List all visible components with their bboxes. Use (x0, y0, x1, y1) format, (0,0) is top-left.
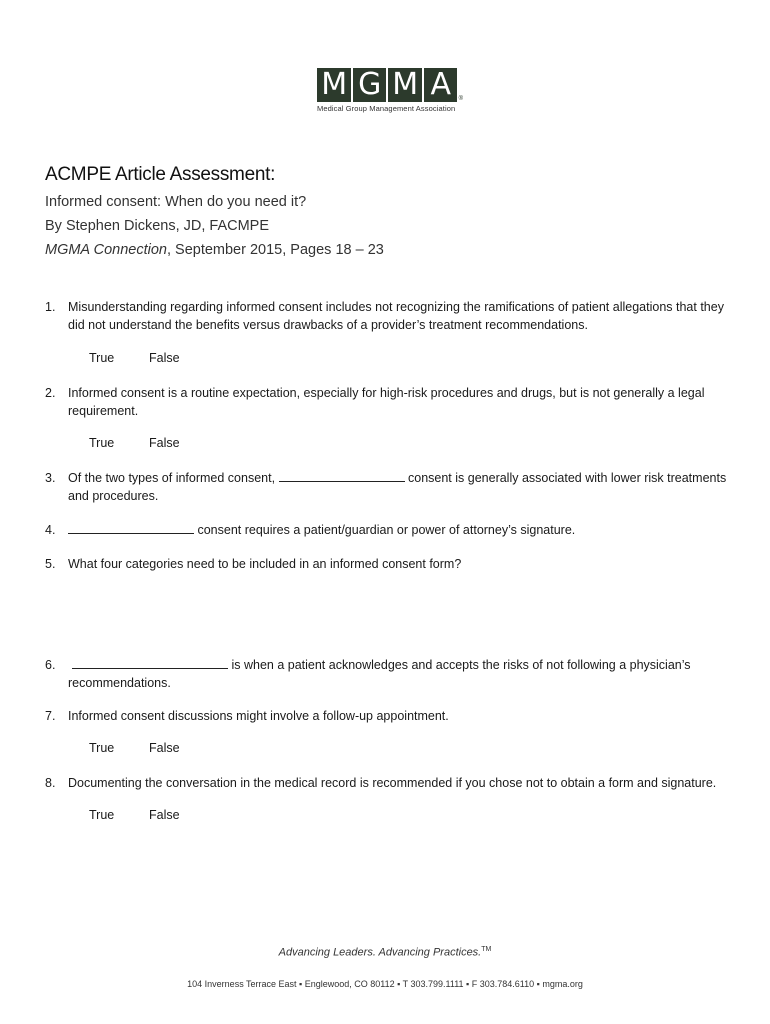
question-2 (45, 384, 735, 420)
logo-subtitle: Medical Group Management Association (317, 104, 456, 113)
option-true[interactable]: True (89, 436, 115, 450)
question-6 (45, 656, 735, 692)
option-false[interactable]: False (149, 436, 180, 450)
question-text: Informed consent is a routine expectation, especially for high-risk procedures and drugs, but is not generally a legal requirement. (68, 386, 705, 418)
publication-line (45, 238, 735, 262)
true-false-options-1 (89, 351, 180, 365)
fill-in-blank[interactable] (68, 521, 194, 534)
question-text-after: is when a patient acknowledges and accepts the risks of not following a physician’s recommendations. (68, 658, 691, 690)
true-false-options-8 (89, 808, 180, 822)
article-title: Informed consent: When do you need it? (45, 194, 307, 210)
question-number: 5. (45, 557, 56, 571)
logo-letter-g: G (353, 68, 389, 102)
question-4 (45, 521, 735, 539)
footer-tagline (0, 946, 770, 959)
question-text: Informed consent discussions might involve a follow-up appointment. (68, 709, 449, 723)
trademark: TM (481, 946, 492, 953)
fill-in-blank[interactable] (279, 469, 405, 482)
question-number: 8. (45, 776, 56, 790)
page-title: ACMPE Article Assessment: (45, 164, 276, 185)
question-number: 3. (45, 471, 56, 485)
question-3 (45, 469, 735, 505)
logo-letter-m2: M (388, 68, 424, 102)
document-header (45, 164, 735, 262)
question-number: 4. (45, 523, 56, 537)
question-number: 7. (45, 709, 56, 723)
question-1 (45, 298, 735, 334)
question-text (68, 469, 735, 505)
footer-address: 104 Inverness Terrace East ▪ Englewood, CO 80112 ▪ T 303.799.1111 ▪ F 303.784.6110 ▪ mgma.org (187, 979, 583, 989)
question-number: 1. (45, 300, 56, 314)
option-false[interactable]: False (149, 808, 180, 822)
question-text: What four categories need to be included in an informed consent form? (68, 557, 462, 571)
logo-letter-a: A (424, 68, 458, 102)
question-text-after: consent requires a patient/guardian or power of attorney’s signature. (194, 523, 576, 537)
true-false-options-2 (89, 436, 180, 450)
option-false[interactable]: False (149, 351, 180, 365)
option-true[interactable]: True (89, 351, 115, 365)
option-false[interactable]: False (149, 741, 180, 755)
option-true[interactable]: True (89, 808, 115, 822)
question-number: 2. (45, 386, 56, 400)
question-7 (45, 707, 735, 725)
question-number: 6. (45, 658, 56, 672)
question-8 (45, 774, 735, 792)
question-5 (45, 555, 735, 573)
registered-mark: ® (458, 96, 463, 102)
tagline-text: Advancing Leaders. Advancing Practices. (278, 946, 482, 959)
publication-name: MGMA Connection (45, 242, 167, 258)
mgma-logo-mark (317, 68, 457, 102)
mgma-logo (317, 67, 463, 113)
publication-details: , September 2015, Pages 18 – 23 (166, 242, 384, 258)
question-text-after: consent is generally associated with lower risk treatments and procedures. (68, 471, 727, 503)
article-author: By Stephen Dickens, JD, FACMPE (45, 218, 270, 234)
question-text (68, 521, 735, 539)
question-text: Documenting the conversation in the medical record is recommended if you chose not to obtain a form and signature. (68, 776, 717, 790)
question-text: Misunderstanding regarding informed consent includes not recognizing the ramifications of patient allegations that they did not understand the benefits versus drawbacks of a provider’s treatment recommendations. (68, 300, 724, 332)
true-false-options-7 (89, 741, 180, 755)
fill-in-blank[interactable] (72, 656, 228, 669)
question-text-before: Of the two types of informed consent, (68, 471, 279, 485)
option-true[interactable]: True (89, 741, 115, 755)
logo-letter-m1: M (317, 68, 353, 102)
question-text (68, 656, 735, 692)
